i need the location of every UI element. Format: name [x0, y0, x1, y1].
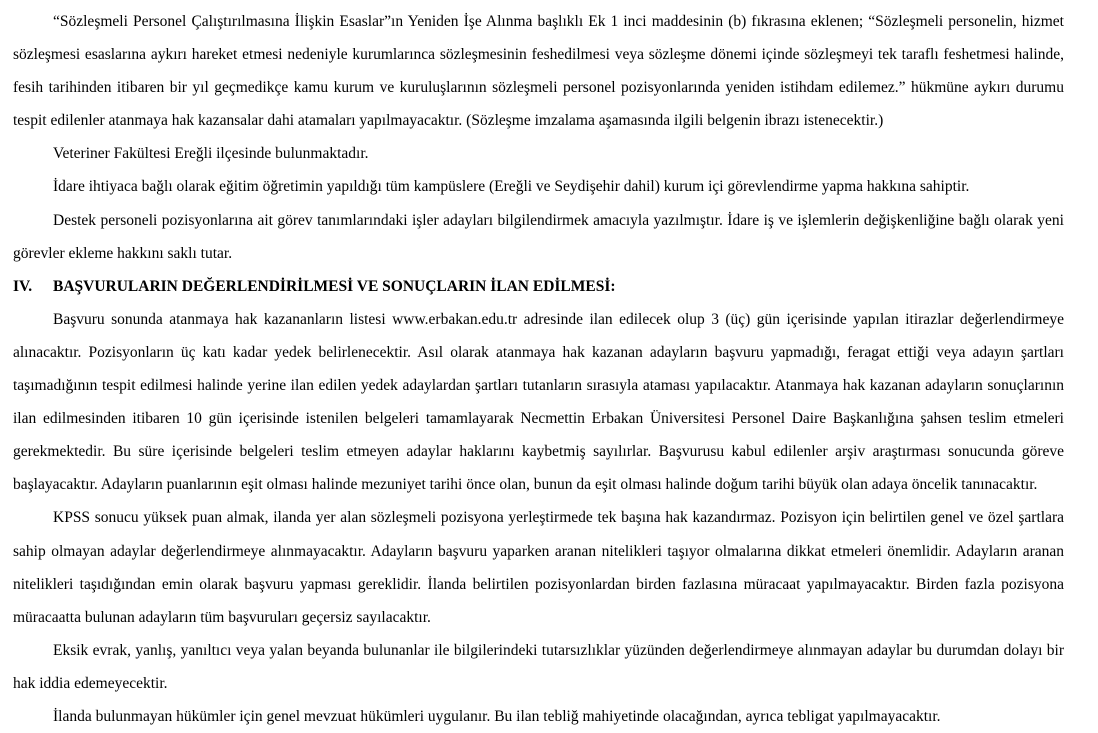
- paragraph-job-descriptions: Destek personeli pozisyonlarına ait görev tanımlarındaki işler adayları bilgilendirmek amacıyla yazılmıştır. İdare iş ve işlemlerin değişkenliğine bağlı olarak yeni görevler ekleme hakkını saklı tutar.: [13, 211, 1064, 262]
- paragraph-campus-assignment: İdare ihtiyaca bağlı olarak eğitim öğretimin yapıldığı tüm kampüslere (Ereğli ve Seydişehir dahil) kurum içi görevlendirme yapma hakkına sahiptir.: [53, 178, 970, 196]
- paragraph-rehire-rule: “Sözleşmeli Personel Çalıştırılmasına İlişkin Esaslar”ın Yeniden İşe Alınma başlıklı Ek 1 inci maddesinin (b) fıkrasına eklenen; “Sözleşmeli personelin, hizmet sözleşmesi esaslarına aykırı hareket etmesi nedeniyle kurumlarınca sözleşmesinin feshedilmesi veya sözleşme dönemi içinde sözleşmeyi tek taraflı feshetmesi halinde, fesih tarihinden itibaren bir yıl geçmedikçe kamu kurum ve kuruluşlarının sözleşmeli personel pozisyonlarında yeniden istihdam edilemez.” hükmüne aykırı durumu tespit edilenler atanmaya hak kazansalar dahi atamaları yapılmayacaktır. (Sözleşme imzalama aşamasında ilgili belgenin ibrazı istenecektir.): [13, 13, 1064, 130]
- section-heading: [13, 270, 1064, 303]
- paragraph-faculty-location: Veteriner Fakültesi Ereğli ilçesinde bulunmaktadır.: [53, 145, 369, 163]
- paragraph-results-announcement: Başvuru sonunda atanmaya hak kazananların listesi www.erbakan.edu.tr adresinde ilan edilecek olup 3 (üç) gün içerisinde yapılan itirazlar değerlendirmeye alınacaktır. Pozisyonların üç katı kadar yedek belirlenecektir. Asıl olarak atanmaya hak kazanan adayların başvuru yapmadığı, feragat ettiği veya adayın şartları taşımadığının tespit edilmesi halinde yerine ilan edilen yedek adaylardan şartları tutanların sırasıyla ataması yapılacaktır. Atanmaya hak kazanan adayların sonuçlarının ilan edilmesinden itibaren 10 gün içerisinde istenilen belgeleri tamamlayarak Necmettin Erbakan Üniversitesi Personel Daire Başkanlığına şahsen teslim etmeleri gerekmektedir. Bu süre içerisinde belgeleri teslim etmeyen adaylar haklarını kaybetmiş sayılırlar. Başvurusu kabul edilenler arşiv araştırması sonucunda göreve başlayacaktır. Adayların puanlarının eşit olması halinde mezuniyet tarihi önce olan, bunun da eşit olması halinde doğum tarihi büyük olan adaya öncelik tanınacaktır.: [13, 310, 1064, 494]
- paragraph-missing-documents: Eksik evrak, yanlış, yanıltıcı veya yalan beyanda bulunanlar ile bilgilerindeki tutarsızlıklar yüzünden değerlendirmeye alınmayan adaylar bu durumdan dolayı bir hak iddia edemeyecektir.: [13, 641, 1064, 692]
- section-number: IV.: [13, 277, 33, 295]
- section-title: BAŞVURULARIN DEĞERLENDİRİLMESİ VE SONUÇLARIN İLAN EDİLMESİ:: [53, 277, 616, 295]
- paragraph-kpss-requirements: KPSS sonucu yüksek puan almak, ilanda yer alan sözleşmeli pozisyona yerleştirmede tek başına hak kazandırmaz. Pozisyon için belirtilen genel ve özel şartlara sahip olmayan adaylar değerlendirmeye alınmayacaktır. Adayların başvuru yaparken aranan nitelikleri taşıyor olmalarına dikkat etmeleri önemlidir. Adayların aranan nitelikleri taşıdığından emin olarak başvuru yapması gereklidir. İlanda belirtilen pozisyonlardan birden fazlasına müracaat yapılmayacaktır. Birden fazla pozisyona müracaatta bulunan adayların tüm başvuruları geçersiz sayılacaktır.: [13, 509, 1064, 626]
- paragraph-general-provisions: İlanda bulunmayan hükümler için genel mevzuat hükümleri uygulanır. Bu ilan tebliğ mahiyetinde olacağından, ayrıca tebligat yapılmayacaktır.: [53, 707, 941, 725]
